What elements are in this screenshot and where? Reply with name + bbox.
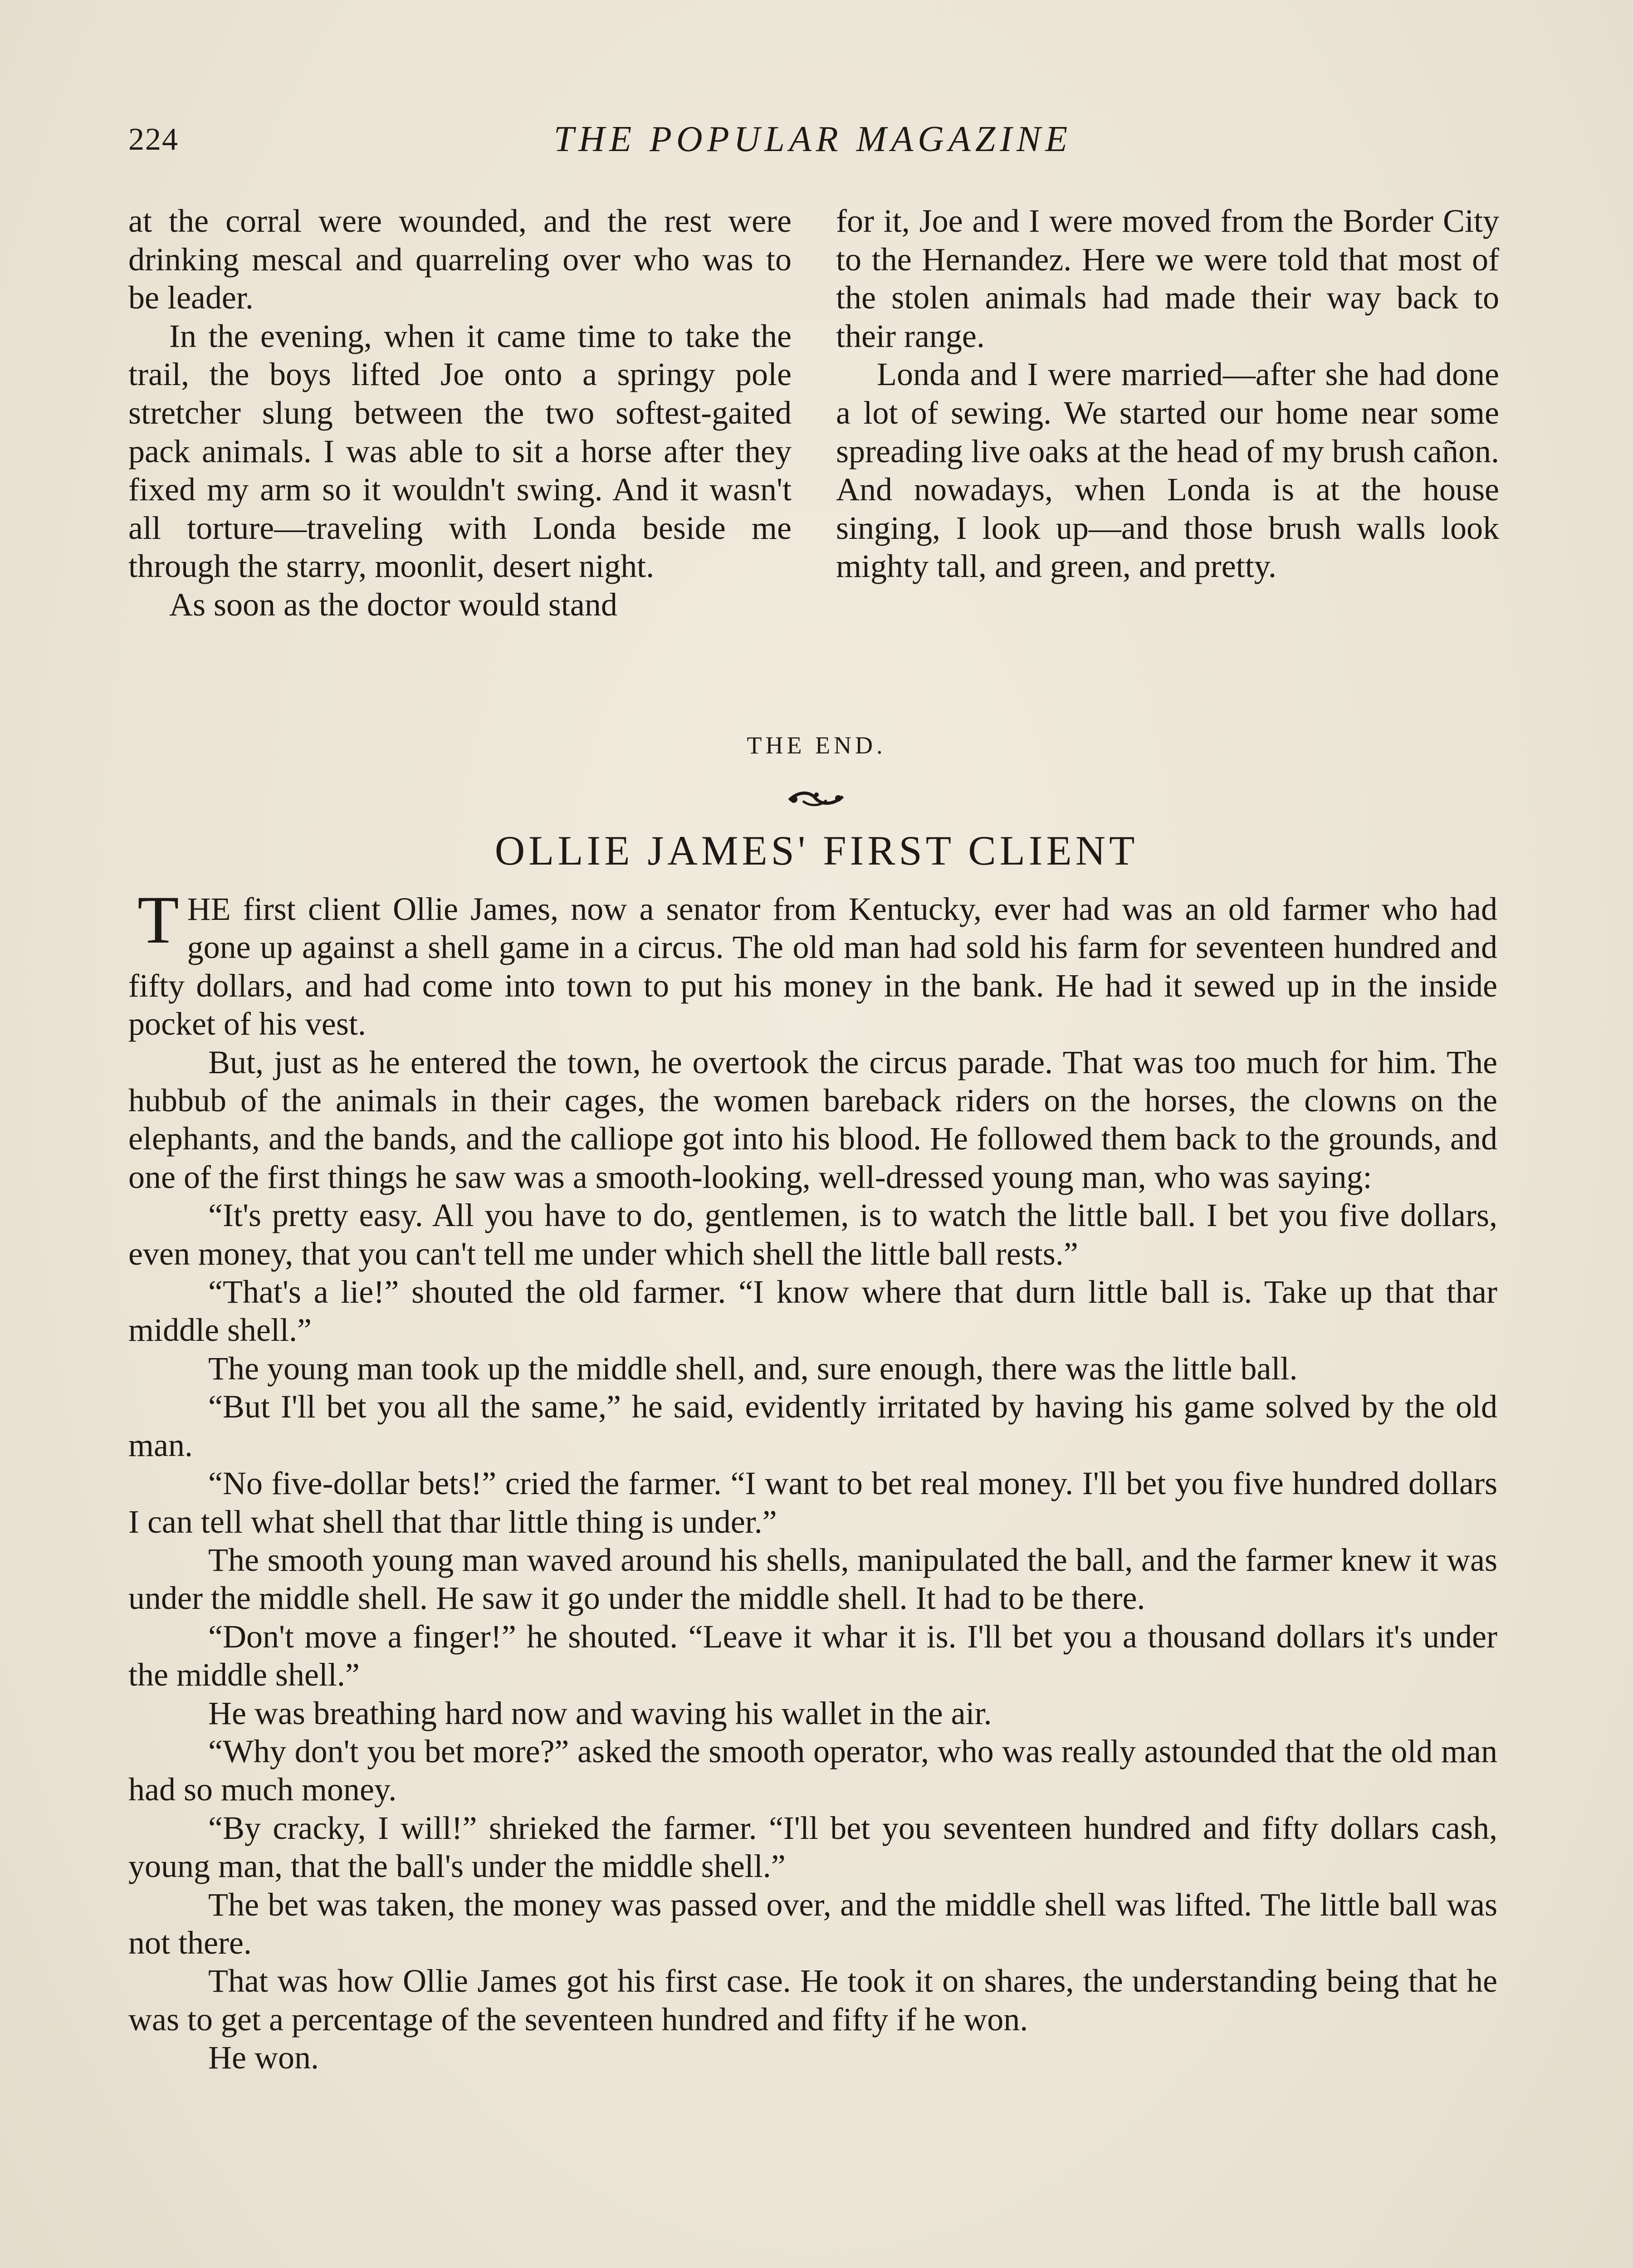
- article-title: OLLIE JAMES' FIRST CLIENT: [494, 827, 1139, 874]
- article-paragraph: “Don't move a finger!” he shouted. “Leave it whar it is. I'll bet you a thousand dollars it's under the middle shell.”: [128, 1618, 1497, 1693]
- article-body: [128, 882, 1497, 2077]
- page-header: [128, 119, 1497, 171]
- right-column-paragraph: for it, Joe and I were moved from the Border City to the Hernandez. Here we were told that most of the stolen animals had made their way back to their range.: [836, 203, 1499, 354]
- article-paragraph: “But I'll bet you all the same,” he said, evidently irritated by having his game solved by the old man.: [128, 1388, 1497, 1463]
- left-column-paragraph: In the evening, when it came time to take the trail, the boys lifted Joe onto a springy pole stretcher slung between the two softest-gaited pack animals. I was able to sit a horse after they fixed my arm so it wouldn't swing. And it wasn't all torture—traveling with Londa beside me through the starry, moonlit, desert night.: [128, 318, 792, 585]
- article-paragraph: He won.: [208, 2039, 319, 2076]
- article-paragraph: The bet was taken, the money was passed over, and the middle shell was lifted. The little ball was not there.: [128, 1886, 1497, 1961]
- left-column-paragraph: As soon as the doctor would stand: [169, 586, 617, 623]
- ornament-icon: [785, 785, 848, 812]
- the-end-marker: THE END.: [747, 732, 886, 759]
- story-ending-columns: [128, 202, 1497, 710]
- running-head: THE POPULAR MAGAZINE: [553, 119, 1072, 159]
- left-column-paragraph: at the corral were wounded, and the rest were drinking mescal and quarreling over who was to be leader.: [128, 203, 792, 316]
- article-paragraph: “Why don't you bet more?” asked the smooth operator, who was really astounded that the old man had so much money.: [128, 1733, 1497, 1808]
- article-paragraph: The smooth young man waved around his shells, manipulated the ball, and the farmer knew it was under the middle shell. He saw it go under the middle shell. It had to be there.: [128, 1541, 1497, 1617]
- article-paragraph: “That's a lie!” shouted the old farmer. “I know where that durn little ball is. Take up that thar middle shell.”: [128, 1274, 1497, 1349]
- article-paragraph: That was how Ollie James got his first case. He took it on shares, the understanding being that he was to get a percentage of the seventeen hundred and fifty if he won.: [128, 1963, 1497, 2038]
- left-column: [128, 202, 792, 624]
- article-first-paragraph: [128, 882, 1497, 1043]
- drop-cap: T: [137, 882, 179, 958]
- article-paragraph: “It's pretty easy. All you have to do, gentlemen, is to watch the little ball. I bet you five dollars, even money, that you can't tell me under which shell the little ball rests.”: [128, 1197, 1497, 1272]
- article-paragraph: The young man took up the middle shell, and, sure enough, there was the little ball.: [208, 1350, 1298, 1387]
- article-paragraph: He was breathing hard now and waving his wallet in the air.: [208, 1695, 992, 1731]
- article-paragraph: But, just as he entered the town, he overtook the circus parade. That was too much for him. The hubbub of the animals in their cages, the women bareback riders on the horses, the clowns on the elephants, and the bands, and the calliope got into his blood. He followed them back to the grounds, and one of the first things he saw was a smooth-looking, well-dressed young man, who was saying:: [128, 1044, 1497, 1195]
- right-column: [836, 202, 1499, 586]
- right-column-paragraph: Londa and I were married—after she had done a lot of sewing. We started our home near some spreading live oaks at the head of my brush cañon. And nowadays, when Londa is at the house singing, I look up—and those brush walls look mighty tall, and green, and pretty.: [836, 356, 1499, 585]
- article-first-paragraph-text: HE first client Ollie James, now a senator from Kentucky, ever had was an old farmer who had gone up against a shell game in a circus. The old man had sold his farm for seventeen hundred and fifty dollars, and had come into town to put his money in the bank. He had it sewed up in the inside pocket of his vest.: [128, 891, 1497, 1042]
- page-number: 224: [128, 122, 179, 157]
- article-paragraph: “No five-dollar bets!” cried the farmer. “I want to bet real money. I'll bet you five hundred dollars I can tell what shell that thar little thing is under.”: [128, 1465, 1497, 1540]
- article-paragraph: “By cracky, I will!” shrieked the farmer. “I'll bet you seventeen hundred and fifty dollars cash, young man, that the ball's under the middle shell.”: [128, 1809, 1497, 1885]
